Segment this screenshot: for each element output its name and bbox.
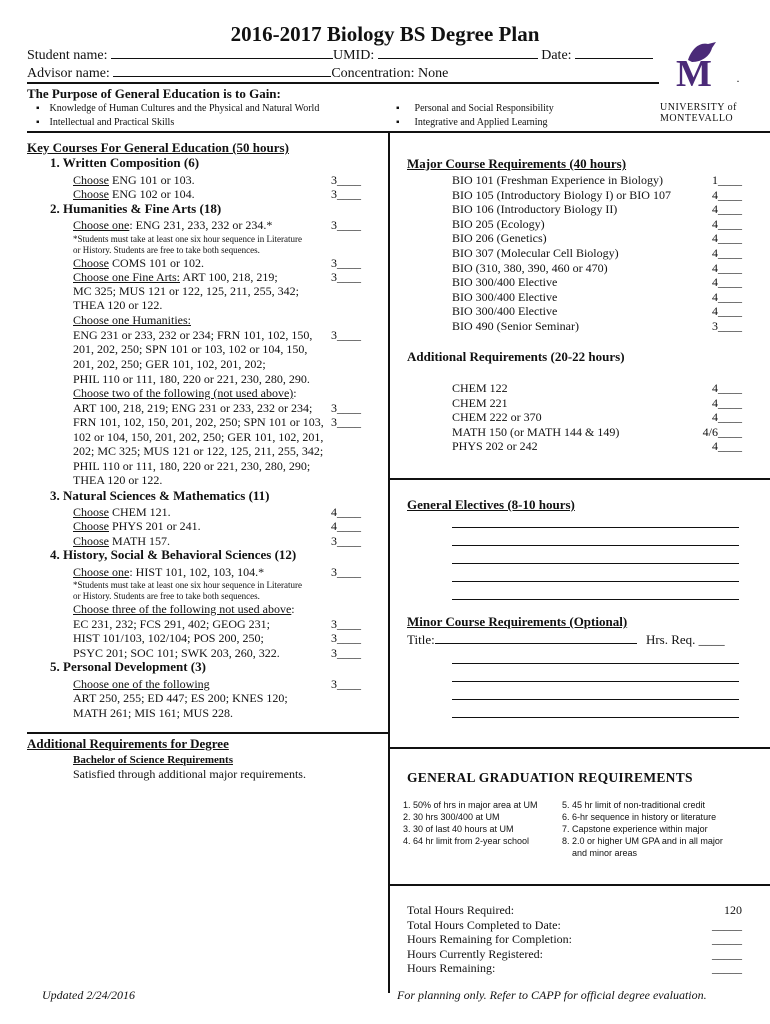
course-list-line: EC 231, 232; FCS 291, 402; GEOG 231; [73,617,271,631]
minor-line[interactable] [452,663,739,664]
course-list-line: 102 or 104, 150, 201, 202, 250; GER 101, 102, 201, [73,430,324,444]
totals-row: Hours Remaining for Completion: _____ [407,932,742,947]
gen-ed-heading: Key Courses For General Education (50 hours) [27,140,289,155]
course-choice: Choose one Fine Arts: ART 100, 218, 219; [73,270,278,284]
minor-hours-label: Hrs. Req. ____ [645,632,725,647]
additional-course-row: PHYS 202 or 242 4____ [452,439,742,454]
hours-blank[interactable]: 4/6____ [702,424,742,439]
section-divider [389,747,770,749]
course-choice: Choose one: HIST 101, 102, 103, 104.* [73,565,265,579]
hours-blank[interactable]: 3____ [331,677,361,691]
concentration-value: None [418,66,449,81]
logo-text: UNIVERSITY of MONTEVALLO [660,102,737,124]
course-choice: Choose CHEM 121. [73,505,171,519]
totals-value: 120 [724,903,742,917]
graduation-item: 8. 2.0 or higher UM GPA and in all major and minor areas [572,835,734,859]
major-course-row: BIO 206 (Genetics) 4____ [452,231,742,246]
hours-blank[interactable]: 3____ [331,565,361,579]
minor-title-field[interactable] [435,632,637,644]
course-choice: Choose PHYS 201 or 241. [73,519,201,533]
hours-blank[interactable]: 3____ [331,534,361,548]
date-label: Date: [541,48,572,63]
course-list-line: MC 325; MUS 121 or 122, 125, 211, 255, 342; [73,284,299,298]
university-logo [662,40,762,126]
section-divider [27,732,389,734]
student-name-field[interactable] [111,47,333,59]
totals-value[interactable]: _____ [712,932,742,947]
student-name-label: Student name: [27,48,108,63]
course-list-line: MATH 261; MIS 161; MUS 228. [73,706,234,720]
graduation-list-left [397,799,557,847]
major-course-row: BIO 106 (Introductory Biology II) 4____ [452,202,742,217]
major-course-row: BIO 300/400 Elective 4____ [452,289,742,304]
hours-blank[interactable]: 4____ [712,439,742,454]
course-list-line: HIST 101/103, 102/104; POS 200, 250; [73,631,264,645]
logo-letter: M [676,53,712,95]
hours-blank[interactable]: 3____ [331,270,361,284]
advisor-name-label: Advisor name: [27,66,110,81]
course-choice: Choose one Humanities: [73,313,191,327]
course-list-line: 201, 202, 250; GER 101, 102, 201, 202; [73,357,266,371]
course-choice: Choose ENG 102 or 104. [73,187,195,201]
totals-value[interactable]: _____ [712,917,742,932]
date-field[interactable] [575,47,653,59]
elective-line[interactable] [452,581,739,582]
hours-blank[interactable]: 3____ [712,318,742,333]
hours-blank[interactable]: 4____ [712,289,742,304]
major-course-row: BIO 105 (Introductory Biology I) or BIO 107 4____ [452,187,742,202]
graduation-item: 5. 45 hr limit of non-traditional credit [572,799,734,811]
major-course-row: BIO (310, 380, 390, 460 or 470) 4____ [452,260,742,275]
course-list-line: PHIL 110 or 111, 180, 220 or 221, 230, 280, 290; [73,459,311,473]
course-choice: Choose ENG 101 or 103. [73,173,195,187]
major-course-row: BIO 205 (Ecology) 4____ [452,216,742,231]
major-course-row: BIO 307 (Molecular Cell Biology) 4____ [452,245,742,260]
additional-course-row: MATH 150 (or MATH 144 & 149) 4/6____ [452,424,742,439]
updated-date: Updated 2/24/2016 [42,988,135,1002]
graduation-item: 7. Capstone experience within major [572,823,734,835]
section-divider [27,131,770,133]
course-choice: Choose COMS 101 or 102. [73,256,205,270]
hours-blank[interactable]: 4____ [712,381,742,395]
additional-degree-heading: Additional Requirements for Degree [27,736,229,751]
minor-title-row [407,632,725,647]
additional-course-list [452,381,742,454]
sequence-note: *Students must take at least one six hour sequence in Literature or History. Students are free to take both sequences. [73,580,302,601]
student-info-row [27,47,653,64]
bs-requirements-label: Bachelor of Science Requirements [73,754,233,766]
purpose-list-right [396,102,554,130]
totals-row: Hours Currently Registered: _____ [407,946,742,961]
concentration-label: Concentration: [331,66,415,81]
hours-blank[interactable]: 4____ [712,410,742,425]
hours-blank[interactable]: 3____ [331,631,361,645]
course-choice: Choose MATH 157. [73,534,171,548]
logo-dot: · [736,74,740,88]
minor-line[interactable] [452,717,739,718]
history-social-title: 4. History, Social & Behavioral Sciences (12) [50,547,297,562]
hours-blank[interactable]: 4____ [712,395,742,410]
elective-line[interactable] [452,563,739,564]
major-course-list [452,173,742,334]
hours-blank[interactable]: 4____ [712,304,742,319]
course-list-line: 201, 202, 250; SPN 101 or 103, 102 or 104, 150, [73,342,308,356]
graduation-heading: GENERAL GRADUATION REQUIREMENTS [407,770,693,785]
graduation-item: 4. 64 hr limit from 2-year school [413,835,557,847]
graduation-item: 2. 30 hrs 300/400 at UM [413,811,557,823]
course-choice: Choose three of the following not used above: [73,602,295,616]
hours-blank[interactable]: 3____ [331,401,361,415]
header-divider [27,82,659,84]
minor-heading: Minor Course Requirements (Optional) [407,614,628,629]
graduation-list-right [556,799,734,859]
elective-line[interactable] [452,599,739,600]
totals-value[interactable]: _____ [712,946,742,961]
hours-blank[interactable]: 4____ [712,231,742,246]
course-choice: Choose one: ENG 231, 233, 232 or 234.* [73,218,273,232]
minor-title-label: Title: [407,632,435,647]
additional-course-row: CHEM 122 4____ [452,381,742,395]
totals-row: Hours Remaining: _____ [407,961,742,976]
hours-blank[interactable]: 3____ [331,328,361,342]
hours-blank[interactable]: 3____ [331,187,361,201]
totals-row: Total Hours Completed to Date: _____ [407,917,742,932]
course-list-line: FRN 101, 102, 150, 201, 202, 250; SPN 101 or 103, [73,415,324,429]
hours-blank[interactable]: 4____ [712,245,742,260]
hours-blank[interactable]: 3____ [331,173,361,187]
minor-line[interactable] [452,681,739,682]
course-list-line: PHIL 110 or 111, 180, 220 or 221, 230, 280, 290. [73,372,310,386]
purpose-heading: The Purpose of General Education is to Gain: [27,86,281,101]
hours-blank[interactable]: 3____ [331,256,361,270]
hours-blank[interactable]: 4____ [712,202,742,217]
hours-blank[interactable]: 4____ [712,260,742,275]
course-list-line: THEA 120 or 122. [73,298,163,312]
hours-blank[interactable]: 3____ [331,646,361,660]
hours-blank[interactable]: 1____ [712,173,742,187]
personal-dev-title: 5. Personal Development (3) [50,659,206,674]
hours-blank[interactable]: 3____ [331,218,361,232]
hours-blank[interactable]: 3____ [331,415,361,429]
course-list-line: PSYC 201; SOC 101; SWK 203, 260, 322. [73,646,280,660]
purpose-item: ▪ Intellectual and Practical Skills [36,117,175,128]
elective-line[interactable] [452,527,739,528]
purpose-list-left [36,102,319,130]
purpose-item: ▪ Personal and Social Responsibility [396,103,554,114]
bs-requirements-text: Satisfied through additional major requirements. [73,767,306,781]
hours-blank[interactable]: 4____ [712,275,742,290]
course-list-line: ART 100, 218, 219; ENG 231 or 233, 232 or 234; [73,401,313,415]
hours-blank[interactable]: 4____ [331,505,361,519]
graduation-item: 3. 30 of last 40 hours at UM [413,823,557,835]
humanities-title: 2. Humanities & Fine Arts (18) [50,201,222,216]
column-divider [388,131,390,993]
graduation-item: 6. 6-hr sequence in history or literature [572,811,734,823]
course-choice: Choose one of the following [73,677,210,691]
purpose-item: ▪ Integrative and Applied Learning [396,117,548,128]
section-divider [389,478,770,480]
additional-course-row: CHEM 221 4____ [452,395,742,410]
totals-value[interactable]: _____ [712,961,742,976]
sequence-note: *Students must take at least one six hour sequence in Literature or History. Students are free to take both sequences. [73,234,302,255]
course-list-line: 202; MC 325; MUS 121 or 122, 125, 211, 255, 342; [73,444,324,458]
page-title: 2016-2017 Biology BS Degree Plan [230,22,540,46]
hours-blank[interactable]: 4____ [331,519,361,533]
totals-row: Total Hours Required: 120 [407,903,742,917]
course-choice: Choose two of the following (not used above): [73,386,297,400]
elective-line[interactable] [452,545,739,546]
course-list-line: THEA 120 or 122. [73,473,163,487]
additional-heading: Additional Requirements (20-22 hours) [407,349,625,364]
electives-heading: General Electives (8-10 hours) [407,497,575,512]
umid-field[interactable] [378,47,538,59]
course-list-line: ENG 231 or 233, 232 or 234; FRN 101, 102, 150, [73,328,313,342]
advisor-info-row [27,65,448,82]
purpose-item: ▪ Knowledge of Human Cultures and the Physical and Natural World [36,103,320,114]
advisor-name-field[interactable] [113,65,331,77]
hours-blank[interactable]: 3____ [331,617,361,631]
planning-disclaimer: For planning only. Refer to CAPP for official degree evaluation. [397,988,707,1002]
additional-course-row: CHEM 222 or 370 4____ [452,410,742,425]
course-list-line: ART 250, 255; ED 447; ES 200; KNES 120; [73,691,288,705]
section-divider [389,884,770,886]
minor-line[interactable] [452,699,739,700]
hours-blank[interactable]: 4____ [712,216,742,231]
major-course-row: BIO 300/400 Elective 4____ [452,304,742,319]
totals-table [407,903,742,976]
umid-label: UMID: [333,48,375,63]
hours-blank[interactable]: 4____ [712,187,742,202]
major-course-row: BIO 101 (Freshman Experience in Biology) 1____ [452,173,742,187]
major-course-row: BIO 300/400 Elective 4____ [452,275,742,290]
major-heading: Major Course Requirements (40 hours) [407,156,627,171]
written-comp-title: 1. Written Composition (6) [50,155,200,170]
major-course-row: BIO 490 (Senior Seminar) 3____ [452,318,742,333]
natural-sciences-title: 3. Natural Sciences & Mathematics (11) [50,488,270,503]
graduation-item: 1. 50% of hrs in major area at UM [413,799,557,811]
